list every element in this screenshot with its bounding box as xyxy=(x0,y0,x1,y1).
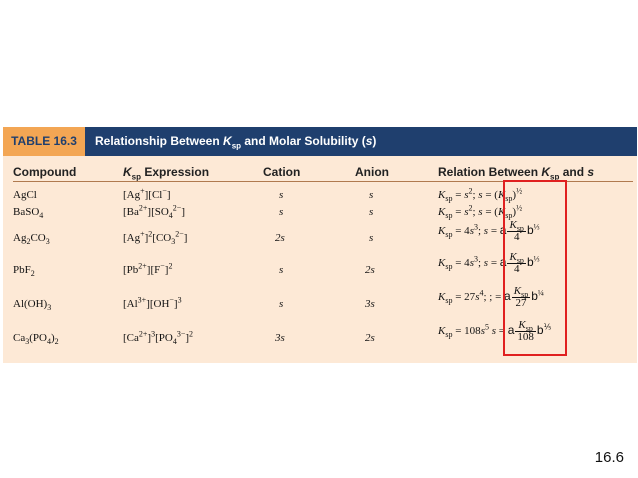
relation-ca3po42: $K_{sp} = 108s^5$ s = a $\frac{K_{sp}}{108}$ $b^{\frac{1}{5}}$ xyxy=(438,319,552,343)
ksp-expr-ca3po42: $[Ca^{2+}]^3[PO_4^{3-}]^2$ xyxy=(123,329,193,347)
anion-aloh3: 3s xyxy=(365,298,375,310)
ksp-expr-pbf2: $[Pb^{2+}][F^-]^2$ xyxy=(123,261,173,276)
compound-ca3po42: $Ca_3(PO_4)_2$ xyxy=(13,332,59,347)
compound-agcl: AgCl xyxy=(13,189,37,201)
relation-aloh3: $K_{sp} = 27s^4$; ; = a $\frac{K_{sp}}{27}$ $b^{\frac{1}{4}}$ xyxy=(438,285,544,309)
anion-baso4: s xyxy=(369,206,374,218)
header-cation: Cation xyxy=(263,165,301,179)
cation-aloh3: s xyxy=(279,298,284,310)
relation-baso4: $K_{sp} = s^2$; $s = (K_{sp})^{\frac{1}{2}}$ xyxy=(438,203,523,221)
cation-ca3po42: 3s xyxy=(275,332,285,344)
ksp-expr-agcl: [Ag+][Cl−] xyxy=(123,186,171,201)
cation-baso4: s xyxy=(279,206,284,218)
relation-pbf2: $K_{sp} = 4s^3$; s = a $\frac{K_{sp}}{4}$ $b^{\frac{1}{3}}$ xyxy=(438,251,540,275)
ksp-expr-ag2co3: $[Ag^+]^2[CO_3^{2-}]$ xyxy=(123,229,188,247)
anion-agcl: s xyxy=(369,189,374,201)
compound-ag2co3: $Ag_2CO_3$ xyxy=(13,232,50,247)
relation-agcl: $K_{sp} = s^2$; $s = (K_{sp})^{\frac{1}{2}}$ xyxy=(438,186,523,204)
anion-ag2co3: s xyxy=(369,232,374,244)
ksp-expr-aloh3: $[Al^{3+}][OH^-]^3$ xyxy=(123,295,182,310)
anion-pbf2: 2s xyxy=(365,264,375,276)
relation-ag2co3: $K_{sp} = 4s^3$; s = a $\frac{K_{sp}}{4}$ $b^{\frac{1}{3}}$ xyxy=(438,219,540,243)
ksp-expr-baso4: $[Ba^{2+}][SO_4^{2-}]$ xyxy=(123,203,185,221)
header-relation: Relation Between $K_{sp}$ and s xyxy=(438,165,595,182)
table-title-bar xyxy=(3,127,637,156)
compound-aloh3: $Al(OH)_3$ xyxy=(13,298,52,313)
table-tag: TABLE 16.3 xyxy=(3,127,85,156)
compound-pbf2: PbF$_2$ xyxy=(13,264,35,279)
cation-agcl: s xyxy=(279,189,284,201)
anion-ca3po42: 2s xyxy=(365,332,375,344)
header-ksp-expression: $K_{sp}$ Expression xyxy=(123,165,210,182)
table-title: Relationship Between $K_{sp}$ and Molar Solubility (s) xyxy=(95,134,377,151)
highlight-box xyxy=(503,180,567,356)
cation-pbf2: s xyxy=(279,264,284,276)
header-compound: Compound xyxy=(13,165,77,179)
cation-ag2co3: 2s xyxy=(275,232,285,244)
slide-number: 16.6 xyxy=(594,449,624,466)
header-anion: Anion xyxy=(355,165,389,179)
compound-baso4: BaSO$_4$ xyxy=(13,206,44,221)
